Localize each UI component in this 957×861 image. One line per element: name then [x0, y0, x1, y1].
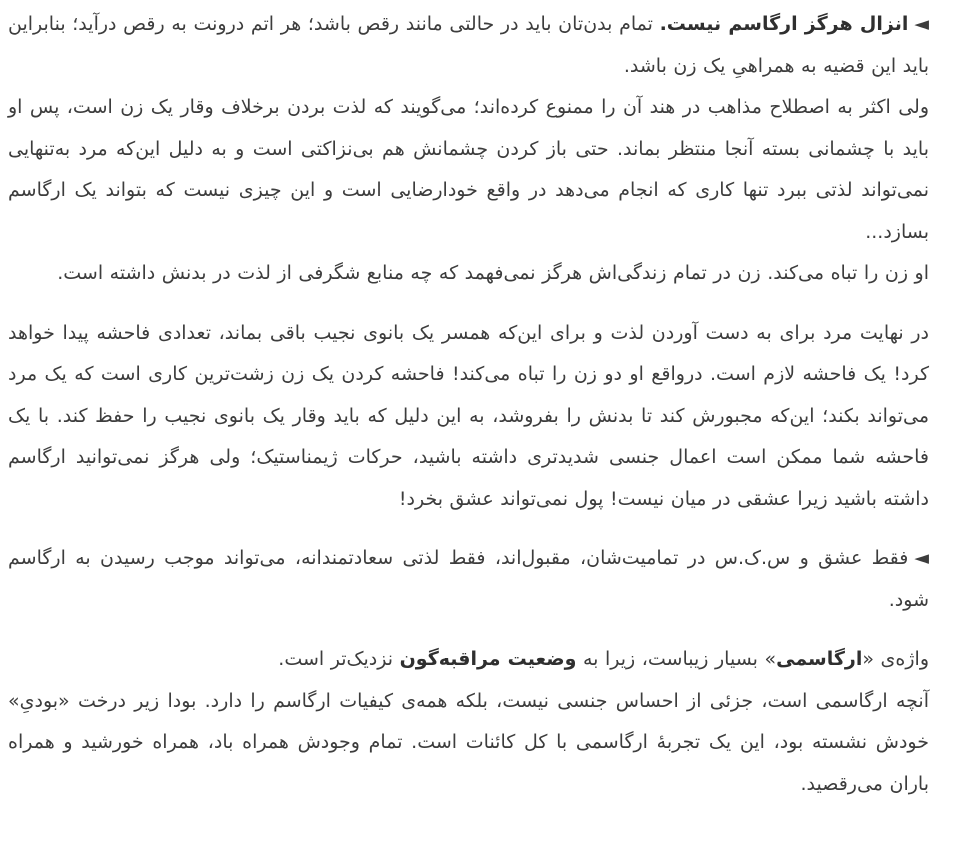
paragraph-block-2 — [8, 313, 929, 521]
paragraph — [8, 538, 929, 621]
paragraph-text: » بسیار زیباست، زیرا به — [576, 648, 777, 670]
paragraph-text: نزدیک‌تر است. — [278, 648, 400, 670]
bold-heading: انزال هرگز ارگاسم نیست. — [659, 13, 909, 35]
paragraph — [8, 4, 929, 87]
triangle-left-icon: ◄ — [914, 547, 929, 569]
paragraph: او زن را تباه می‌کند. زن در تمام زندگی‌اش هرگز نمی‌فهمد که چه منابع شگرفی از لذت در بدنش داشته است. — [57, 262, 929, 284]
bold-term: وضعیت مراقبه‌گون — [399, 648, 577, 670]
paragraph-block-1 — [8, 4, 929, 295]
paragraph-text: واژه‌ی « — [862, 648, 929, 670]
paragraph-block-4 — [8, 639, 929, 805]
paragraph: ولی اکثر به اصطلاح مذاهب در هند آن را ممنوع کرده‌اند؛ می‌گویند که لذت بردن برخلاف وقار یک زن است، پس او باید با چشمانی بسته آنجا منتظر بماند. حتی باز کردن چشمانش هم بی‌نزاکتی است و به دلیل این‌که مرد به‌تنهایی نمی‌تواند لذتی ببرد تنها کاری که انجام می‌دهد در واقع خودارضایی است و این چیزی نیست که بتواند یک ارگاسم بسازد... — [8, 96, 929, 243]
triangle-left-icon: ◄ — [914, 13, 929, 35]
paragraph: آنچه ارگاسمی است، جزئی از احساس جنسی نیست، بلکه همه‌ی کیفیات ارگاسم را دارد. بودا زیر درخت «بودیِ» خودش نشسته بود، این یک تجربهٔ ارگاسمی با کل کائنات است. تمام وجودش همراه باد، همراه خورشید و همراه باران می‌رقصید. — [8, 689, 929, 795]
paragraph-text: فقط عشق و س.ک.س در تمامیت‌شان، مقبول‌اند، فقط لذتی سعادتمندانه، می‌تواند موجب رسیدن به ارگاسم شود. — [8, 547, 929, 611]
paragraph-block-3 — [8, 538, 929, 621]
bold-term: ارگاسمی — [776, 648, 863, 670]
paragraph-text: تمام بدن‌تان باید در حالتی مانند رقص باشد؛ هر اتم درونت به رقص درآید؛ بنابراین باید این قضیه به همراهیِ یک زن باشد. — [8, 13, 929, 77]
paragraph — [8, 639, 929, 681]
paragraph: در نهایت مرد برای به دست آوردن لذت و برای این‌که همسر یک بانوی نجیب باقی بماند، تعدادی فاحشه پیدا خواهد کرد! یک فاحشه لازم است. درواقع او دو زن را تباه می‌کند! فاحشه کردن یک زن زشت‌ترین کاری است که یک مرد می‌تواند بکند؛ این‌که مجبورش کند تا بدنش را بفروشد، به این دلیل که باید وقار یک بانوی نجیب را حفظ کند. با یک فاحشه شما ممکن است اعمال جنسی شدیدتری داشته باشید، حرکات ژیمناستیک؛ ولی هرگز نمی‌توانید ارگاسم داشته باشید زیرا عشقی در میان نیست! پول نمی‌تواند عشق بخرد! — [8, 321, 929, 510]
